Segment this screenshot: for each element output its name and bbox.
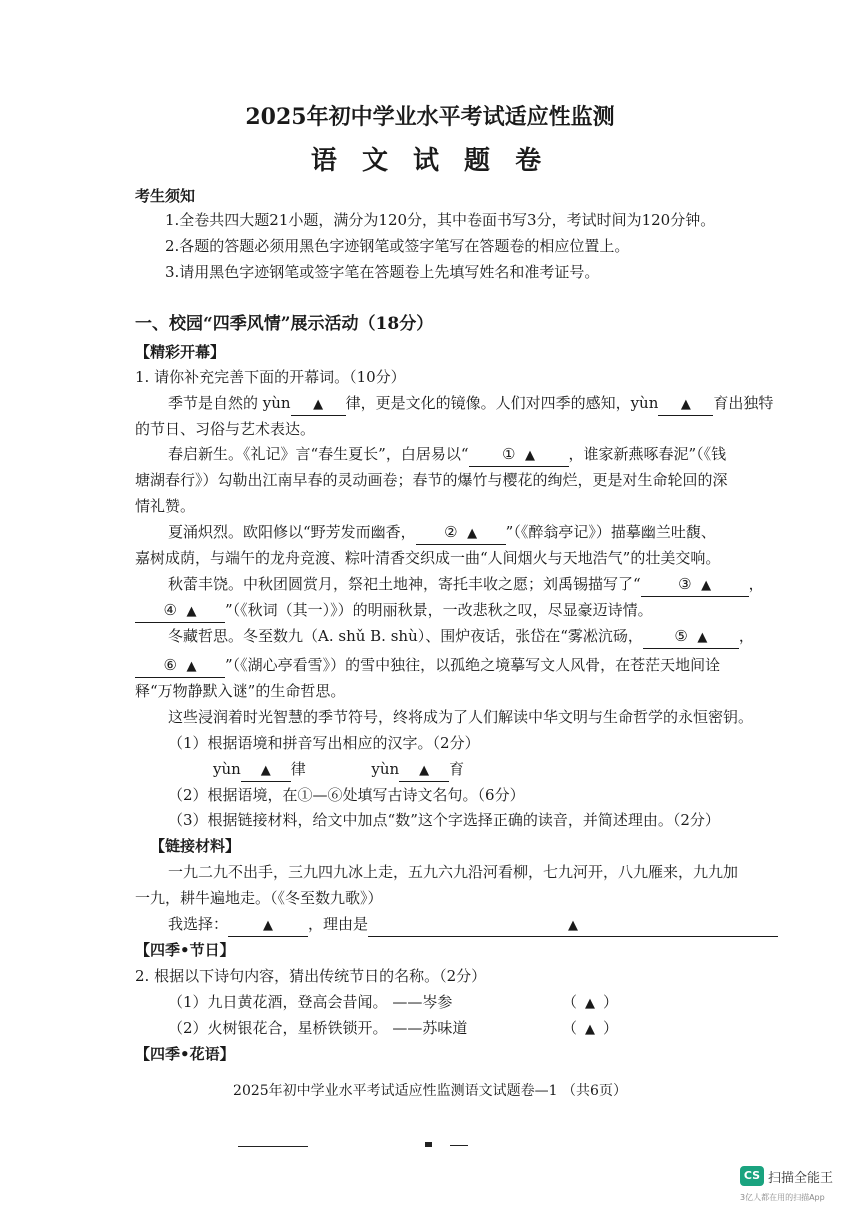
question-1: 1. 请你补充完善下面的开幕词。（10分）: [135, 368, 406, 386]
p4-text-c: ”（《秋词（其一）》）的明丽秋景，一改悲秋之叹，尽显豪迈诗情。: [225, 601, 653, 619]
p1-text-b: 律，更是文化的镜像。人们对四季的感知，yùn: [345, 394, 659, 412]
triangle-icon: ▲: [525, 448, 536, 463]
paragraph-1-line-2: 的节日、习俗与艺术表达。: [135, 420, 316, 438]
paragraph-5-line-1: [168, 626, 754, 649]
blank-5-label: ⑤: [674, 627, 688, 645]
blank-3-label: ③: [678, 575, 692, 593]
paren-close: ）: [603, 1019, 619, 1037]
link-material-line-2: 一九，耕牛遍地走。（《冬至数九歌》）: [135, 889, 383, 907]
p3-text-b: ”（《醉翁亭记》）描摹幽兰吐馥、: [505, 523, 716, 541]
blank-2: [416, 522, 506, 545]
paren-open: （: [562, 1019, 578, 1037]
scanner-watermark: [740, 1166, 850, 1206]
paragraph-2-line-2: 塘湖春行》）勾勒出江南早春的灵动画卷；春节的爆竹与樱花的绚烂，更是对生命轮回的深: [135, 471, 728, 489]
triangle-icon: ▲: [419, 763, 430, 778]
blank-1: [469, 444, 569, 467]
exam-title: 2025年初中学业水平考试适应性监测: [245, 104, 615, 130]
choose-label: 我选择：: [168, 915, 229, 933]
section-1-heading: 一、校园“四季风情”展示活动（18分）: [135, 314, 434, 334]
blank-2-label: ②: [444, 523, 458, 541]
triangle-icon: ▲: [680, 397, 691, 412]
paren-close: ）: [603, 993, 619, 1011]
link-material-heading: 【链接材料】: [150, 837, 241, 855]
festival-answer-1: [562, 992, 618, 1014]
triangle-icon: ▲: [260, 763, 271, 778]
paragraph-5-line-2: [135, 655, 720, 678]
triangle-icon: ▲: [585, 996, 596, 1011]
scan-artifact: [238, 1146, 308, 1147]
paragraph-4-line-2: [135, 600, 653, 623]
paragraph-3-line-2: 嘉树成荫，与端午的龙舟竞渡、粽叶清香交织成一曲“人间烟火与天地浩气”的壮美交响。: [135, 549, 721, 567]
paragraph-4-line-1: [168, 574, 764, 597]
triangle-icon: ▲: [313, 397, 324, 412]
p5-comma: ，: [738, 627, 754, 645]
paragraph-6: 这些浸润着时光智慧的季节符号，终将成为了人们解读中华文明与生命哲学的永恒密钥。: [168, 708, 754, 726]
pinyin-2: yùn: [371, 760, 400, 778]
p1-text-a: 季节是自然的 yùn: [168, 394, 291, 412]
triangle-icon: ▲: [697, 630, 708, 645]
link-material-line-1: 一九二九不出手，三九四九冰上走，五九六九沿河看柳，七九河开，八九雁来，九九加: [168, 863, 739, 881]
blank-4-label: ④: [163, 601, 177, 619]
notice-item-2: 2.各题的答题必须用黑色字迹钢笔或签字笔写在答题卷的相应位置上。: [165, 237, 630, 255]
paren-open: （: [562, 993, 578, 1011]
page-footer: 2025年初中学业水平考试适应性监测语文试题卷—1 （共6页）: [233, 1083, 627, 1099]
triangle-icon: ▲: [585, 1022, 596, 1037]
pinyin-1-char: 律: [290, 760, 306, 778]
blank-1-label: ①: [502, 445, 516, 463]
notice-item-3: 3.请用黑色字迹钢笔或签字笔在答题卷上先填写姓名和准考证号。: [165, 263, 600, 281]
triangle-icon: ▲: [186, 659, 197, 674]
p1-text-c: 育出独特: [713, 394, 774, 412]
p4-comma: ，: [748, 575, 764, 593]
subsection-festival: 【四季•节日】: [135, 941, 235, 959]
blank-4: [135, 600, 225, 623]
paragraph-1-line-1: [168, 393, 773, 416]
paragraph-2-line-1: [168, 444, 726, 467]
paragraph-5-line-3: 释“万物静默入谜”的生命哲思。: [135, 682, 346, 700]
choice-blank: [228, 914, 308, 937]
p5-text-c: ”（《湖心亭看雪》）的雪中独往，以孤绝之境摹写文人风骨，在苍茫天地间诠: [225, 656, 721, 674]
pinyin-2-char: 育: [449, 760, 465, 778]
p4-text-a: 秋蕾丰饶。中秋团圆赏月，祭祀土地神，寄托丰收之愿；刘禹锡描写了“: [168, 575, 641, 593]
subsection-flower: 【四季•花语】: [135, 1045, 235, 1063]
pinyin-answer-row: [213, 759, 464, 782]
scanner-app-name: 扫描全能王: [768, 1171, 834, 1186]
subquestion-3: （3）根据链接材料，给文中加点“数”这个字选择正确的读音，并简述理由。（2分）: [168, 811, 720, 829]
notice-item-1: 1.全卷共四大题21小题，满分为120分，其中卷面书写3分，考试时间为120分钟。: [165, 211, 716, 229]
blank-5: [643, 626, 739, 649]
answer-blank-yun-2: [399, 759, 449, 782]
blank-3: [641, 574, 749, 597]
subquestion-2: （2）根据语境，在①—⑥处填写古诗文名句。（6分）: [168, 786, 525, 804]
triangle-icon: ▲: [186, 604, 197, 619]
subquestion-1: （1）根据语境和拼音写出相应的汉字。（2分）: [168, 734, 480, 752]
paragraph-2-line-3: 情礼赞。: [135, 497, 196, 515]
answer-blank-yun-1: [241, 759, 291, 782]
choice-answer-row: [168, 914, 778, 937]
triangle-icon: ▲: [568, 918, 579, 933]
p5-text-a: 冬藏哲思。冬至数九（A. shǔ B. shù）、围炉夜话，张岱在“雾凇沆砀，: [168, 627, 643, 645]
question-2: 2. 根据以下诗句内容，猜出传统节日的名称。（2分）: [135, 967, 487, 985]
scan-artifact: [425, 1142, 432, 1147]
pinyin-1: yùn: [213, 760, 241, 778]
p2-text-a: 春启新生。《礼记》言“春生夏长”，白居易以“: [168, 445, 469, 463]
p3-text-a: 夏涌炽烈。欧阳修以“野芳发而幽香，: [168, 523, 416, 541]
festival-item-2: （2）火树银花合，星桥铁锁开。 ——苏味道: [168, 1019, 468, 1037]
blank-6: [135, 655, 225, 678]
subsection-opening: 【精彩开幕】: [135, 343, 226, 361]
notice-heading: 考生须知: [135, 187, 196, 205]
blank-6-label: ⑥: [163, 656, 177, 674]
triangle-icon: ▲: [701, 578, 712, 593]
triangle-icon: ▲: [467, 526, 478, 541]
p2-text-b: ，谁家新燕啄春泥”（《钱: [568, 445, 727, 463]
reason-label: ，理由是: [308, 915, 369, 933]
triangle-icon: ▲: [263, 918, 274, 933]
scan-artifact: [450, 1145, 468, 1146]
festival-answer-2: [562, 1018, 618, 1040]
scanner-app-tagline: 3亿人都在用的扫描App: [740, 1193, 825, 1202]
festival-item-1: （1）九日黄花酒，登高会昔闻。 ——岑参: [168, 993, 453, 1011]
reason-blank: [368, 914, 778, 937]
blank-yun-2: [658, 393, 713, 416]
paper-subtitle: 语 文 试 题 卷: [310, 146, 550, 176]
cs-logo-icon: CS: [740, 1166, 764, 1186]
blank-yun-1: [291, 393, 346, 416]
paragraph-3-line-1: [168, 522, 716, 545]
